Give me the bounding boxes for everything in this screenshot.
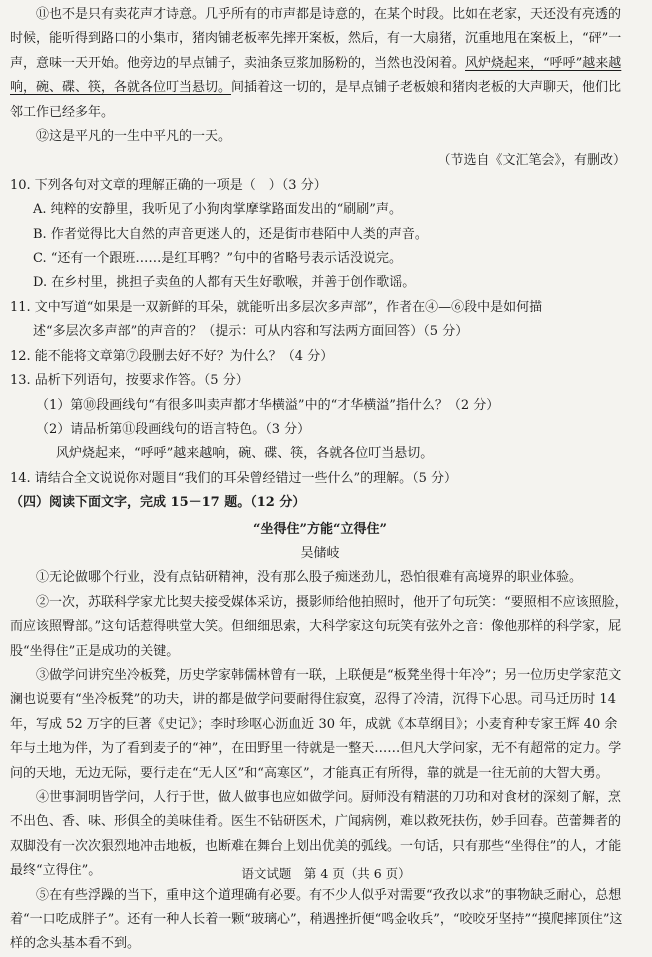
question-10-option-c: C. “还有一个跟班……是红耳鸭？”句中的省略号表示话没说完。: [33, 251, 403, 267]
page-footer: 语文试题 第 4 页（共 6 页）: [241, 865, 411, 881]
question-10-option-d: D. 在乡村里，挑担子卖鱼的人都有天生好歌喉，并善于创作歌谣。: [33, 275, 416, 291]
article-author: 吴储岐: [300, 545, 340, 561]
question-13-sub-1: （1）第⑩段画线句“有很多叫卖声都才华横溢”中的“才华横溢”指什么？（2 分）: [36, 397, 500, 413]
para11-text-a: ⑪也不是只有卖花声才诗意。几乎所有的市声都是诗意的，在某个时段。比如在老家，天还没有亮透的时候，能听得到路口的小集市，猪肉铺老板率先摔开案板，然后，有一大扇猪，沉重地甩在案板上，“砰”一声，意味一天开始。他旁边的早点铺子，卖油条豆浆加肠粉的，当然也没闲着。: [10, 7, 622, 71]
question-12: 12. 能不能将文章第⑦段删去好不好？为什么？（4 分）: [10, 348, 334, 364]
question-10-option-b: B. 作者觉得比大自然的声音更迷人的，还是街市巷陌中人类的声音。: [33, 226, 428, 242]
question-11-line-2: 述“多层次多声部”的声音的？（提示：可从内容和写法两方面回答）（5 分）: [33, 324, 469, 340]
question-13-stem: 13. 品析下列语句，按要求作答。（5 分）: [10, 373, 249, 389]
question-11-line-1: 11. 文中写道“如果是一双新鲜的耳朵，就能听出多层次多声部”，作者在④—⑥段中是如何描: [10, 299, 543, 315]
article-paragraph-3: ③做学问讲究坐冷板凳，历史学家韩儒林曾有一联，上联便是“板凳坐得十年冷”；另一位历史学家范文澜也说要有“坐冷板凳”的功夫，讲的都是做学问要耐得住寂寞，忍得了冷清，沉得下心思。司马迁历时 14 年，写成 52 万字的巨著《史记》；李时珍呕心沥血近 30 年，成就《本草纲目》；小麦育种专家王辉 40 余年与土地为伴，为了看到麦子的“神”，在田野里一待就是一整天……但凡大学问家，无不有超常的定力。学问的天地，无边无际，要行走在“无人区”和“高寒区”，才能真正有所得，靠的就是一往无前的大智大勇。: [10, 667, 622, 781]
para11-underlined-sentence: 风炉烧起来，“呼呼”越来越响，碗、碟、筷，各就各位叮当悬切。: [10, 55, 622, 96]
passage-paragraph-11: [10, 3, 630, 125]
article-paragraph-4: ④世事洞明皆学问，人行于世，做人做事也应如做学问。厨师没有精湛的刀功和对食材的深刻了解，烹不出色、香、味、形俱全的美味佳肴。医生不钻研医术，广闻病例，难以救死扶伤，妙手回春。芭蕾舞者的双脚没有一次次狠烈地冲击地板，也断难在舞台上划出优美的弧线。一句话，只有那些“坐得住”的人，才能最终“立得住”。: [10, 790, 622, 879]
passage-paragraph-12: ⑫这是平凡的一生中平凡的一天。: [36, 129, 232, 145]
question-14: 14. 请结合全文说说你对题目“我们的耳朵曾经错过一些什么”的理解。（5 分）: [10, 470, 458, 486]
para11-text-b: 间插着这一切的，是早点铺子老板娘和猪肉老板的大声聊天，他们比邻工作已经多年。: [10, 80, 622, 120]
article-title: “坐得住”方能“立得住”: [253, 521, 387, 537]
question-10-option-a: A. 纯粹的安静里，我听见了小狗肉掌摩挲路面发出的“刷刷”声。: [33, 202, 402, 218]
question-10-stem: 10. 下列各句对文章的理解正确的一项是（ ）（3 分）: [10, 177, 327, 193]
article-paragraph-2: ②一次，苏联科学家尤比契夫接受媒体采访，摄影师给他拍照时，他开了句玩笑：“要照相不应该照脸，而应该照臀部。”这句话惹得哄堂大笑。但细细思索，大科学家这句玩笑有弦外之音：像他那样的科学家，屁股“坐得住”正是成功的关键。: [10, 594, 628, 659]
source-citation: （节选自《文汇笔会》，有删改）: [437, 153, 626, 169]
article-paragraph-5: ⑤在有些浮躁的当下，重申这个道理确有必要。有不少人似乎对需要“孜孜以求”的事物缺乏耐心，总想着“一口吃成胖子”。还有一种人长着一颗“玻璃心”，稍遇挫折便“鸣金收兵”，“咬咬牙坚持”“摸爬摔顶住”这样的念头基本看不到。: [10, 887, 623, 952]
article-paragraph-1: ①无论做哪个行业，没有点钻研精神，没有那么股子痴迷劲儿，恐怕很难有高境界的职业体验。: [36, 570, 583, 586]
section-4-heading: （四）阅读下面文字，完成 15－17 题。（12 分）: [10, 495, 306, 511]
question-13-quote: 风炉烧起来，“呼呼”越来越响，碗、碟、筷，各就各位叮当悬切。: [56, 446, 434, 462]
question-13-sub-2: （2）请品析第⑪段画线句的语言特色。（3 分）: [36, 421, 311, 437]
